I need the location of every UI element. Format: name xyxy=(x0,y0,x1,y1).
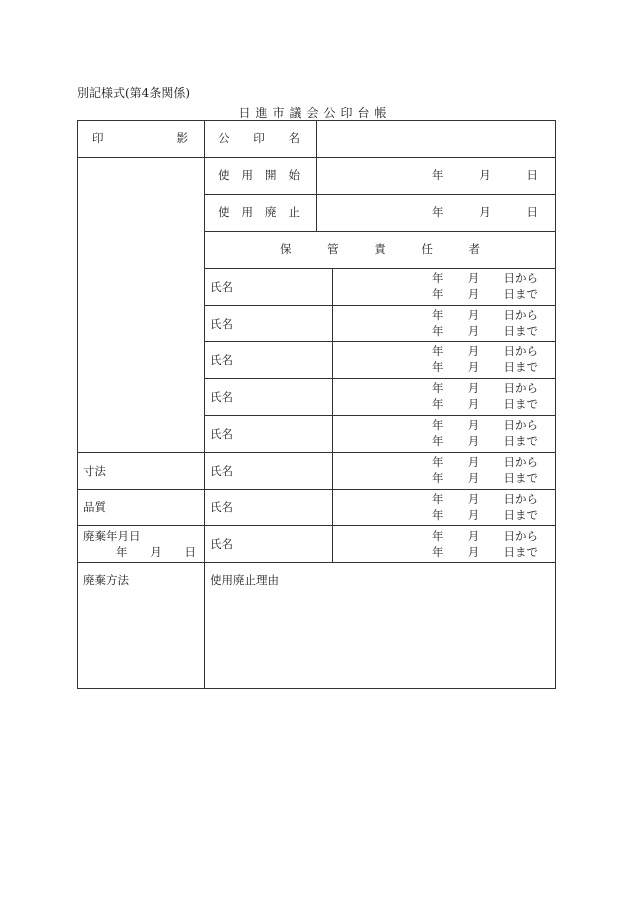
period-from: 年 月 日から xyxy=(432,308,538,322)
reason-label: 使用廃止理由 xyxy=(210,573,279,587)
sunpo-label: 寸法 xyxy=(83,464,106,478)
name-label: 氏名 xyxy=(210,280,233,294)
use-end-label: 使 用 廃 止 xyxy=(218,205,300,219)
hinshitsu-label: 品質 xyxy=(83,500,106,514)
period-to: 年 月 日まで xyxy=(432,434,538,448)
period-from: 年 月 日から xyxy=(432,492,538,506)
period-to: 年 月 日まで xyxy=(432,397,538,411)
period-from: 年 月 日から xyxy=(432,455,538,469)
period-to: 年 月 日まで xyxy=(432,545,538,559)
name-label: 氏名 xyxy=(210,537,233,551)
use-start-label: 使 用 開 始 xyxy=(218,168,300,182)
use-end-date: 年 月 日 xyxy=(432,205,538,219)
haiki-method-label: 廃棄方法 xyxy=(83,573,129,587)
period-to: 年 月 日まで xyxy=(432,508,538,522)
period-to: 年 月 日まで xyxy=(432,471,538,485)
use-start-date: 年 月 日 xyxy=(432,168,538,182)
period-to: 年 月 日まで xyxy=(432,287,538,301)
name-label: 氏名 xyxy=(210,317,233,331)
form-title: 日進市議会公印台帳 xyxy=(238,106,392,120)
custodian-heading: 保 管 責 任 者 xyxy=(280,242,480,256)
period-to: 年 月 日まで xyxy=(432,360,538,374)
koinmei-label: 公 印 名 xyxy=(218,131,300,145)
haiki-date-units: 年 月 日 xyxy=(116,545,196,559)
period-from: 年 月 日から xyxy=(432,271,538,285)
inei-label: 印 影 xyxy=(92,131,188,145)
name-label: 氏名 xyxy=(210,464,233,478)
name-label: 氏名 xyxy=(210,390,233,404)
period-from: 年 月 日から xyxy=(432,529,538,543)
period-from: 年 月 日から xyxy=(432,344,538,358)
period-to: 年 月 日まで xyxy=(432,324,538,338)
haiki-date-label: 廃棄年月日 xyxy=(83,529,141,543)
form-note: 別記様式(第4条関係) xyxy=(77,86,190,100)
name-label: 氏名 xyxy=(210,353,233,367)
name-label: 氏名 xyxy=(210,500,233,514)
period-from: 年 月 日から xyxy=(432,381,538,395)
name-label: 氏名 xyxy=(210,427,233,441)
period-from: 年 月 日から xyxy=(432,418,538,432)
